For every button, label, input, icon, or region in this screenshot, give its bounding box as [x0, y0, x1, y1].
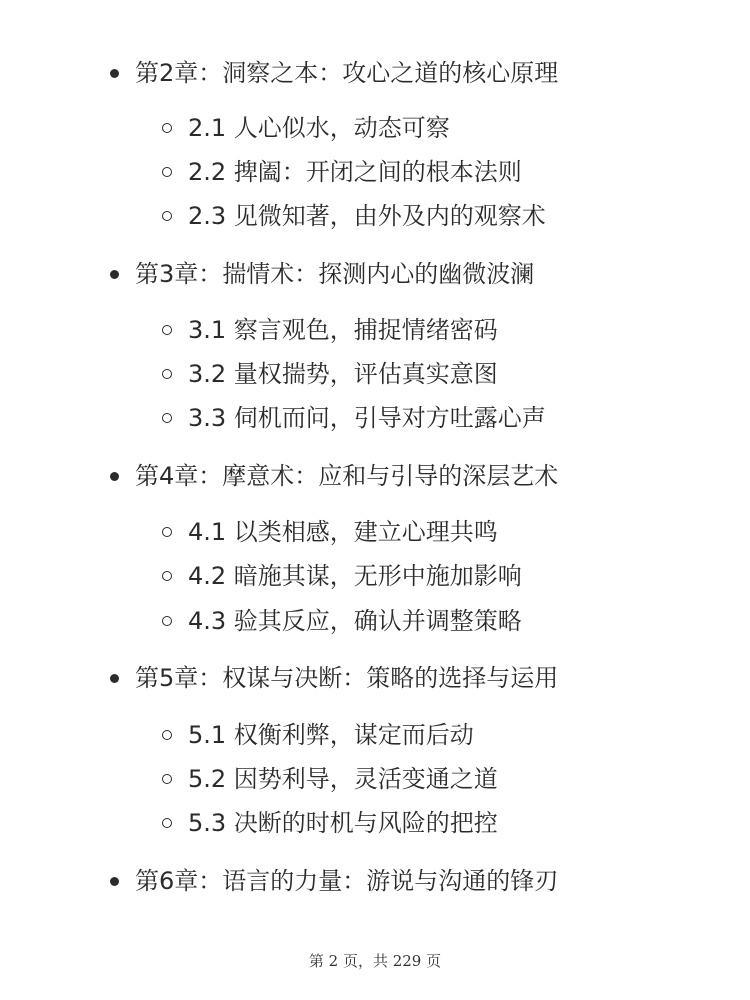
chapter-title: 第6章：语言的力量：游说与沟通的锋刃 — [135, 867, 559, 895]
section-title: 4.2 暗施其谋，无形中施加影响 — [188, 562, 522, 590]
filled-bullet-icon — [110, 674, 119, 683]
hollow-bullet-icon — [162, 369, 172, 379]
filled-bullet-icon — [110, 69, 119, 78]
section-title: 3.3 伺机而问，引导对方吐露心声 — [188, 404, 546, 432]
section-title: 3.2 量权揣势，评估真实意图 — [188, 360, 498, 388]
chapter-title: 第5章：权谋与决断：策略的选择与运用 — [135, 664, 559, 692]
hollow-bullet-icon — [162, 325, 172, 335]
hollow-bullet-icon — [162, 167, 172, 177]
section-title: 2.1 人心似水，动态可察 — [188, 114, 450, 142]
hollow-bullet-icon — [162, 413, 172, 423]
section-title: 2.2 捭阖：开闭之间的根本法则 — [188, 158, 522, 186]
filled-bullet-icon — [110, 472, 119, 481]
hollow-bullet-icon — [162, 571, 172, 581]
section-title: 5.1 权衡利弊，谋定而后动 — [188, 721, 474, 749]
hollow-bullet-icon — [162, 616, 172, 626]
filled-bullet-icon — [110, 270, 119, 279]
page-number-footer: 第 2 页，共 229 页 — [308, 952, 442, 970]
section-title: 4.3 验其反应，确认并调整策略 — [188, 607, 522, 635]
section-title: 3.1 察言观色，捕捉情绪密码 — [188, 316, 498, 344]
hollow-bullet-icon — [162, 818, 172, 828]
hollow-bullet-icon — [162, 774, 172, 784]
section-title: 5.3 决断的时机与风险的把控 — [188, 809, 498, 837]
section-title: 2.3 见微知著，由外及内的观察术 — [188, 202, 546, 230]
hollow-bullet-icon — [162, 730, 172, 740]
hollow-bullet-icon — [162, 527, 172, 537]
section-title: 4.1 以类相感，建立心理共鸣 — [188, 518, 498, 546]
hollow-bullet-icon — [162, 211, 172, 221]
chapter-title: 第4章：摩意术：应和与引导的深层艺术 — [135, 462, 559, 490]
section-title: 5.2 因势利导，灵活变通之道 — [188, 765, 498, 793]
chapter-title: 第3章：揣情术：探测内心的幽微波澜 — [135, 260, 535, 288]
hollow-bullet-icon — [162, 123, 172, 133]
filled-bullet-icon — [110, 877, 119, 886]
chapter-title: 第2章：洞察之本：攻心之道的核心原理 — [135, 59, 559, 87]
